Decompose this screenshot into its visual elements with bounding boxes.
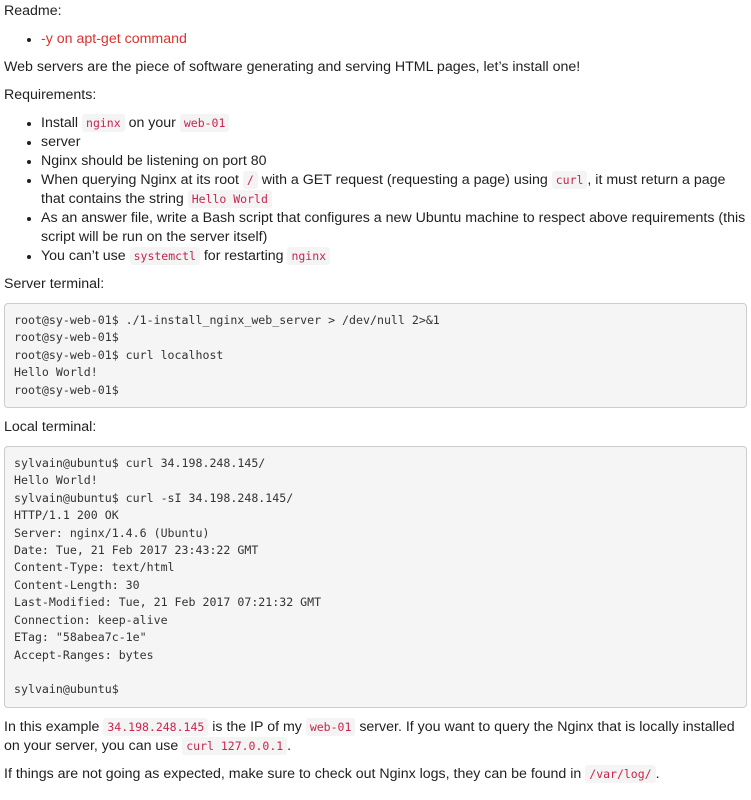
text: for restarting [199,248,288,264]
text: , it must return a page that contains the string [41,172,726,207]
requirements-label: Requirements: [4,87,97,103]
text: on your [124,115,180,131]
readme-item [41,30,747,49]
text: server. If you want to query the Nginx that is locally installed on your server, you can use [4,718,735,754]
text: . [287,737,292,754]
inline-code: nginx [287,247,330,265]
requirement-item: • As an answer file, write a Bash script that configures a new Ubuntu machine to respect above requirements (this script will be run on the server itself) [41,209,747,247]
readme-link[interactable]: -y on apt-get command [41,31,187,47]
logs-paragraph [4,765,747,784]
readme-list [4,30,747,49]
local-terminal-code-block: sylvain@ubuntu$ curl 34.198.248.145/ Hello World! sylvain@ubuntu$ curl -sI 34.198.248.145/ HTTP/1.1 200 OK Server: nginx/1.4.6 (Ubuntu) Date: Tue, 21 Feb 2017 23:43:22 GMT Content-Type: text/html Content-Length: 30 Last-Modified: Tue, 21 Feb 2017 07:21:32 GMT Connection: keep-alive ETag: "58abea7c-1e" Accept-Ranges: bytes sylvain@ubuntu$ [4,446,747,708]
text: is the IP of my [208,718,306,735]
intro-text: Web servers are the piece of software generating and serving HTML pages, let’s install one! [4,59,581,75]
inline-code: curl 127.0.0.1 [182,737,287,755]
text: Install [41,115,83,131]
text: . [655,765,660,782]
server-terminal-label: Server terminal: [4,276,105,292]
inline-code: web-01 [180,114,230,132]
inline-code: web-01 [306,718,356,736]
text: In this example [4,718,104,735]
local-terminal-label: Local terminal: [4,419,97,436]
requirement-item [41,114,747,133]
inline-code: / [243,171,258,189]
requirement-item: • server [41,133,747,152]
text: with a GET request (requesting a page) using [257,172,552,188]
inline-code: 34.198.248.145 [103,718,208,736]
requirement-item [41,171,747,209]
text: If things are not going as expected, make sure to check out Nginx logs, they can be found in [4,765,586,782]
server-terminal-code-block: root@sy-web-01$ ./1-install_nginx_web_server > /dev/null 2>&1 root@sy-web-01$ root@sy-web-01$ curl localhost Hello World! root@sy-web-01$ [4,303,747,408]
inline-code: Hello World [188,190,272,208]
requirement-item [41,247,747,266]
requirements-list [4,114,747,266]
inline-code: nginx [82,114,125,132]
inline-code: /var/log/ [585,765,655,783]
readme-label: Readme: [4,3,62,19]
text: You can’t use [41,248,130,264]
text: When querying Nginx at its root [41,172,243,188]
inline-code: systemctl [130,247,200,265]
example-paragraph [4,718,747,756]
requirement-item: • Nginx should be listening on port 80 [41,152,747,171]
inline-code: curl [552,171,588,189]
